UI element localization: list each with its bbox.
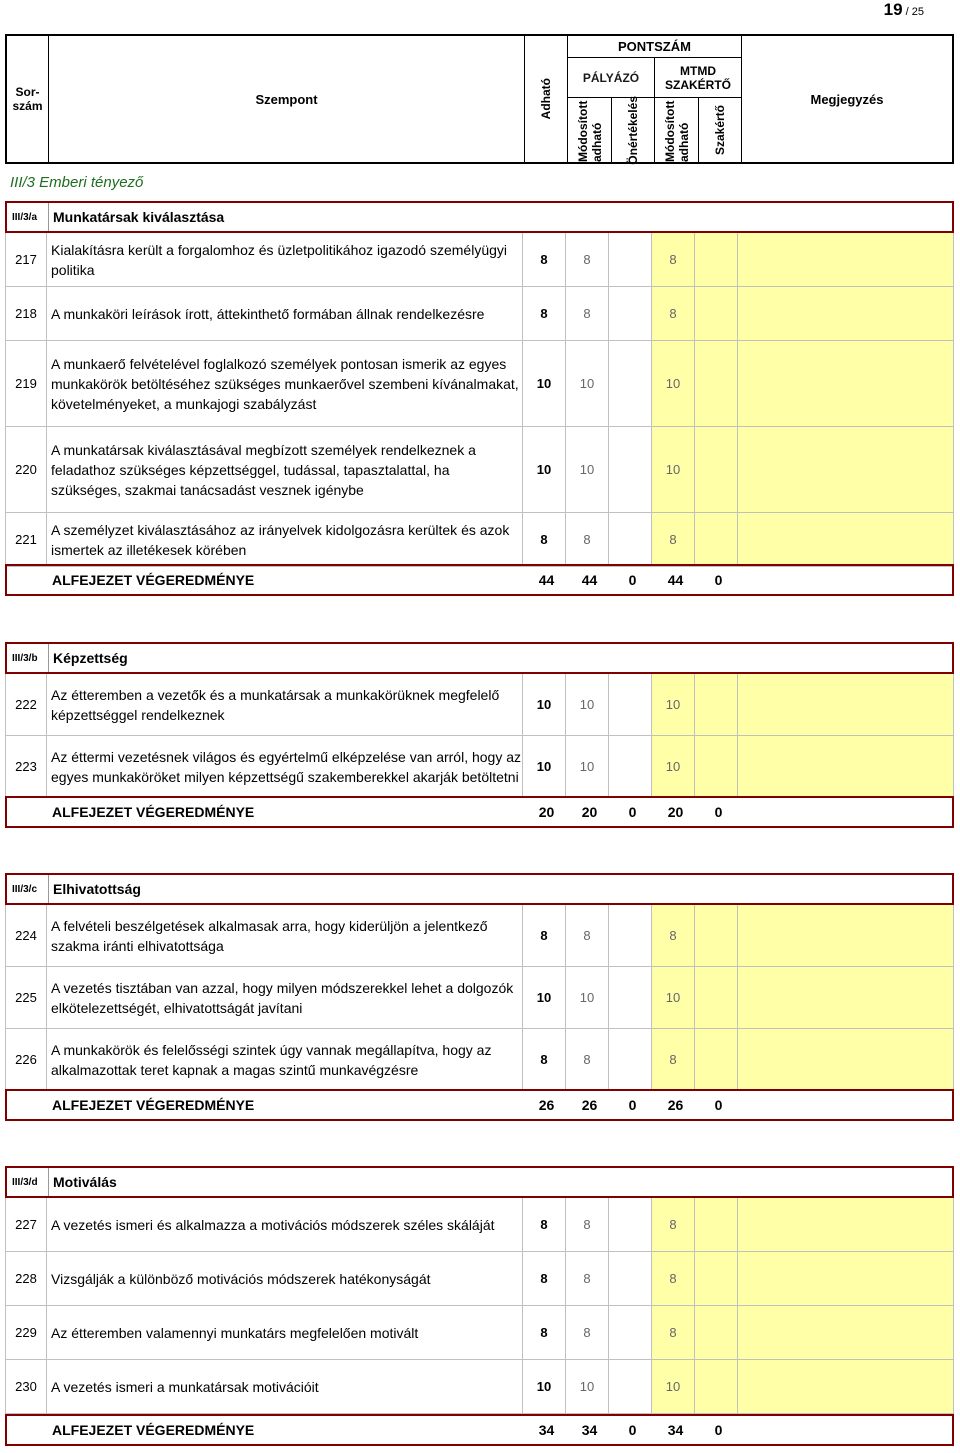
onertekeles-cell[interactable]	[609, 1029, 652, 1091]
total-value: 0	[714, 1422, 723, 1438]
szakerto-adhato-value: 8	[652, 1029, 695, 1091]
total-value: 0	[628, 804, 637, 820]
header-pontszam: PONTSZÁM	[568, 36, 742, 58]
header-palyazo: PÁLYÁZÓ	[568, 58, 655, 98]
table-row	[5, 1360, 954, 1414]
total-value: 0	[628, 1097, 637, 1113]
total-value: 34	[581, 1422, 598, 1438]
modositott-adhato-value: 10	[566, 341, 609, 427]
row-number: 230	[5, 1360, 47, 1414]
adhato-value: 10	[523, 967, 566, 1029]
table-row	[5, 967, 954, 1029]
row-criterion: A vezetés ismeri és alkalmazza a motivációs módszerek széles skáláját	[47, 1198, 523, 1252]
onertekeles-cell[interactable]	[609, 1306, 652, 1360]
onertekeles-cell[interactable]	[609, 967, 652, 1029]
megjegyzes-cell[interactable]	[738, 736, 954, 798]
szakerto-adhato-value: 10	[652, 674, 695, 736]
row-number: 228	[5, 1252, 47, 1306]
subsection-header	[5, 1166, 954, 1198]
onertekeles-cell[interactable]	[609, 905, 652, 967]
szakerto-cell[interactable]	[695, 905, 738, 967]
table-row	[5, 736, 954, 798]
subsection-code: III/3/a	[7, 203, 49, 231]
adhato-value: 8	[523, 1029, 566, 1091]
table-row	[5, 341, 954, 427]
adhato-value: 10	[523, 674, 566, 736]
megjegyzes-cell[interactable]	[738, 341, 954, 427]
adhato-value: 8	[523, 287, 566, 341]
row-number: 222	[5, 674, 47, 736]
subsection-code: III/3/c	[7, 875, 49, 903]
row-criterion: A személyzet kiválasztásához az irányelvek kidolgozásra kerültek és azok ismertek az illetékesek körében	[47, 513, 523, 567]
szakerto-adhato-value: 10	[652, 1360, 695, 1414]
row-criterion: Kialakításra került a forgalomhoz és üzletpolitikához igazodó személyügyi politika	[47, 233, 523, 287]
onertekeles-cell[interactable]	[609, 341, 652, 427]
row-number: 226	[5, 1029, 47, 1091]
header-mtmd: MTMD	[680, 63, 716, 78]
table-row	[5, 905, 954, 967]
szakerto-cell[interactable]	[695, 736, 738, 798]
subsection-title: Elhivatottság	[53, 881, 141, 897]
header-szempont: Szempont	[49, 36, 525, 162]
section-title: III/3 Emberi tényező	[10, 174, 144, 191]
table-header	[5, 34, 954, 164]
adhato-value: 10	[523, 736, 566, 798]
subsection-total	[5, 796, 954, 828]
megjegyzes-cell[interactable]	[738, 1252, 954, 1306]
szakerto-adhato-value: 8	[652, 1198, 695, 1252]
modositott-adhato-value: 8	[566, 1252, 609, 1306]
total-value: 20	[538, 804, 555, 820]
subsection-code: III/3/b	[7, 644, 49, 672]
header-szakerto: Szakértő	[699, 98, 742, 162]
szakerto-adhato-value: 10	[652, 967, 695, 1029]
total-value: 26	[538, 1097, 555, 1113]
megjegyzes-cell[interactable]	[738, 1198, 954, 1252]
total-value: 0	[628, 572, 637, 588]
subsection-total	[5, 564, 954, 596]
table-row	[5, 427, 954, 513]
total-label: ALFEJEZET VÉGEREDMÉNYE	[52, 1097, 255, 1113]
szakerto-adhato-value: 8	[652, 233, 695, 287]
szakerto-adhato-value: 8	[652, 513, 695, 567]
subsection-title: Motiválás	[53, 1174, 117, 1190]
adhato-value: 10	[523, 427, 566, 513]
row-number: 225	[5, 967, 47, 1029]
onertekeles-cell[interactable]	[609, 287, 652, 341]
row-number: 218	[5, 287, 47, 341]
row-criterion: A munkaerő felvételével foglalkozó személyek pontosan ismerik az egyes munkakörök betöltéséhez szükséges munkaerővel szembeni kívánalmakat, követelményeket, a munkajogi szabályzást	[47, 341, 523, 427]
modositott-adhato-value: 10	[566, 427, 609, 513]
page-current: 19	[883, 0, 903, 19]
page-total: / 25	[905, 6, 924, 18]
row-number: 224	[5, 905, 47, 967]
modositott-adhato-value: 8	[566, 1198, 609, 1252]
megjegyzes-cell[interactable]	[738, 1029, 954, 1091]
adhato-value: 10	[523, 1360, 566, 1414]
row-criterion: A munkaköri leírások írott, áttekinthető formában állnak rendelkezésre	[47, 287, 523, 341]
header-modositott-1: Módosított adható	[568, 98, 612, 162]
szakerto-cell[interactable]	[695, 1306, 738, 1360]
row-number: 221	[5, 513, 47, 567]
adhato-value: 8	[523, 905, 566, 967]
megjegyzes-cell[interactable]	[738, 674, 954, 736]
szakerto-cell[interactable]	[695, 341, 738, 427]
onertekeles-cell[interactable]	[609, 233, 652, 287]
megjegyzes-cell[interactable]	[738, 1306, 954, 1360]
table-row	[5, 233, 954, 287]
szakerto-adhato-value: 10	[652, 341, 695, 427]
table-row	[5, 674, 954, 736]
total-label: ALFEJEZET VÉGEREDMÉNYE	[52, 1422, 255, 1438]
adhato-value: 8	[523, 233, 566, 287]
subsection-total	[5, 1089, 954, 1121]
megjegyzes-cell[interactable]	[738, 513, 954, 567]
table-row	[5, 513, 954, 567]
total-value: 34	[538, 1422, 555, 1438]
row-number: 220	[5, 427, 47, 513]
onertekeles-cell[interactable]	[609, 513, 652, 567]
megjegyzes-cell[interactable]	[738, 287, 954, 341]
modositott-adhato-value: 10	[566, 674, 609, 736]
subsection-title: Képzettség	[53, 650, 128, 666]
szakerto-cell[interactable]	[695, 1252, 738, 1306]
modositott-adhato-value: 10	[566, 967, 609, 1029]
modositott-adhato-value: 8	[566, 1306, 609, 1360]
table-row	[5, 1198, 954, 1252]
page-number	[884, 0, 924, 22]
header-onertekeles: Önértékelés	[612, 98, 655, 162]
szakerto-adhato-value: 8	[652, 905, 695, 967]
adhato-value: 10	[523, 341, 566, 427]
row-number: 229	[5, 1306, 47, 1360]
modositott-adhato-value: 8	[566, 233, 609, 287]
szakerto-adhato-value: 8	[652, 1306, 695, 1360]
adhato-value: 8	[523, 1252, 566, 1306]
szakerto-cell[interactable]	[695, 674, 738, 736]
onertekeles-cell[interactable]	[609, 1252, 652, 1306]
total-value: 20	[581, 804, 598, 820]
row-criterion: A munkakörök és felelősségi szintek úgy vannak megállapítva, hogy az alkalmazottak teret kapnak a magas szintű munkavégzésre	[47, 1029, 523, 1091]
modositott-adhato-value: 8	[566, 1029, 609, 1091]
total-value: 0	[714, 572, 723, 588]
modositott-adhato-value: 8	[566, 905, 609, 967]
szakerto-adhato-value: 8	[652, 1252, 695, 1306]
header-adhato: Adható	[525, 36, 568, 162]
table-row	[5, 1029, 954, 1091]
row-criterion: Az étteremben valamennyi munkatárs megfelelően motivált	[47, 1306, 523, 1360]
total-value: 34	[667, 1422, 684, 1438]
row-criterion: A vezetés tisztában van azzal, hogy milyen módszerekkel lehet a dolgozók elkötelezettségét, elhivatottságát javítani	[47, 967, 523, 1029]
onertekeles-cell[interactable]	[609, 736, 652, 798]
row-criterion: Az éttermi vezetésnek világos és egyértelmű elképzelése van arról, hogy az egyes munkaköröket milyen képzettségű szakemberekkel akarják betöltetni	[47, 736, 523, 798]
row-number: 227	[5, 1198, 47, 1252]
subsection-header	[5, 873, 954, 905]
subsection-header	[5, 201, 954, 233]
onertekeles-cell[interactable]	[609, 674, 652, 736]
szakerto-cell[interactable]	[695, 427, 738, 513]
total-label: ALFEJEZET VÉGEREDMÉNYE	[52, 572, 255, 588]
szakerto-cell[interactable]	[695, 513, 738, 567]
megjegyzes-cell[interactable]	[738, 967, 954, 1029]
total-value: 44	[667, 572, 684, 588]
onertekeles-cell[interactable]	[609, 1360, 652, 1414]
total-value: 0	[628, 1422, 637, 1438]
total-label: ALFEJEZET VÉGEREDMÉNYE	[52, 804, 255, 820]
row-number: 219	[5, 341, 47, 427]
row-criterion: Vizsgálják a különböző motivációs módszerek hatékonyságát	[47, 1252, 523, 1306]
total-value: 44	[581, 572, 598, 588]
modositott-adhato-value: 8	[566, 287, 609, 341]
row-number: 217	[5, 233, 47, 287]
row-number: 223	[5, 736, 47, 798]
header-modositott-2: Módosított adható	[655, 98, 699, 162]
total-value: 26	[581, 1097, 598, 1113]
szakerto-adhato-value: 8	[652, 287, 695, 341]
megjegyzes-cell[interactable]	[738, 1360, 954, 1414]
szakerto-cell[interactable]	[695, 967, 738, 1029]
adhato-value: 8	[523, 513, 566, 567]
subsection-header	[5, 642, 954, 674]
subsection-code: III/3/d	[7, 1168, 49, 1196]
megjegyzes-cell[interactable]	[738, 905, 954, 967]
header-sorszam: Sor- szám	[7, 36, 49, 162]
subsection-total	[5, 1414, 954, 1446]
onertekeles-cell[interactable]	[609, 427, 652, 513]
total-value: 20	[667, 804, 684, 820]
megjegyzes-cell[interactable]	[738, 233, 954, 287]
total-value: 0	[714, 804, 723, 820]
modositott-adhato-value: 10	[566, 1360, 609, 1414]
szakerto-adhato-value: 10	[652, 736, 695, 798]
header-mtmd-szakerto	[655, 58, 742, 98]
subsection-title: Munkatársak kiválasztása	[53, 209, 225, 225]
szakerto-cell[interactable]	[695, 1198, 738, 1252]
adhato-value: 8	[523, 1306, 566, 1360]
szakerto-cell[interactable]	[695, 233, 738, 287]
modositott-adhato-value: 8	[566, 513, 609, 567]
header-szakerto-group: SZAKÉRTŐ	[665, 77, 731, 92]
table-row	[5, 287, 954, 341]
row-criterion: A vezetés ismeri a munkatársak motivációit	[47, 1360, 523, 1414]
onertekeles-cell[interactable]	[609, 1198, 652, 1252]
row-criterion: A felvételi beszélgetések alkalmasak arra, hogy kiderüljön a jelentkező szakma iránti elhivatottsága	[47, 905, 523, 967]
total-value: 0	[714, 1097, 723, 1113]
table-row	[5, 1306, 954, 1360]
header-megjegyzes: Megjegyzés	[810, 91, 884, 107]
adhato-value: 8	[523, 1198, 566, 1252]
megjegyzes-cell[interactable]	[738, 427, 954, 513]
row-criterion: A munkatársak kiválasztásával megbízott személyek rendelkeznek a feladathoz szükséges képzettséggel, tudással, tapasztalattal, ha szükséges, szakmai tanácsadást vesznek igénybe	[47, 427, 523, 513]
szakerto-cell[interactable]	[695, 1029, 738, 1091]
total-value: 44	[538, 572, 555, 588]
table-row	[5, 1252, 954, 1306]
szakerto-cell[interactable]	[695, 287, 738, 341]
row-criterion: Az étteremben a vezetők és a munkatársak a munkakörüknek megfelelő képzettséggel rendelkeznek	[47, 674, 523, 736]
total-value: 26	[667, 1097, 684, 1113]
szakerto-cell[interactable]	[695, 1360, 738, 1414]
modositott-adhato-value: 10	[566, 736, 609, 798]
szakerto-adhato-value: 10	[652, 427, 695, 513]
